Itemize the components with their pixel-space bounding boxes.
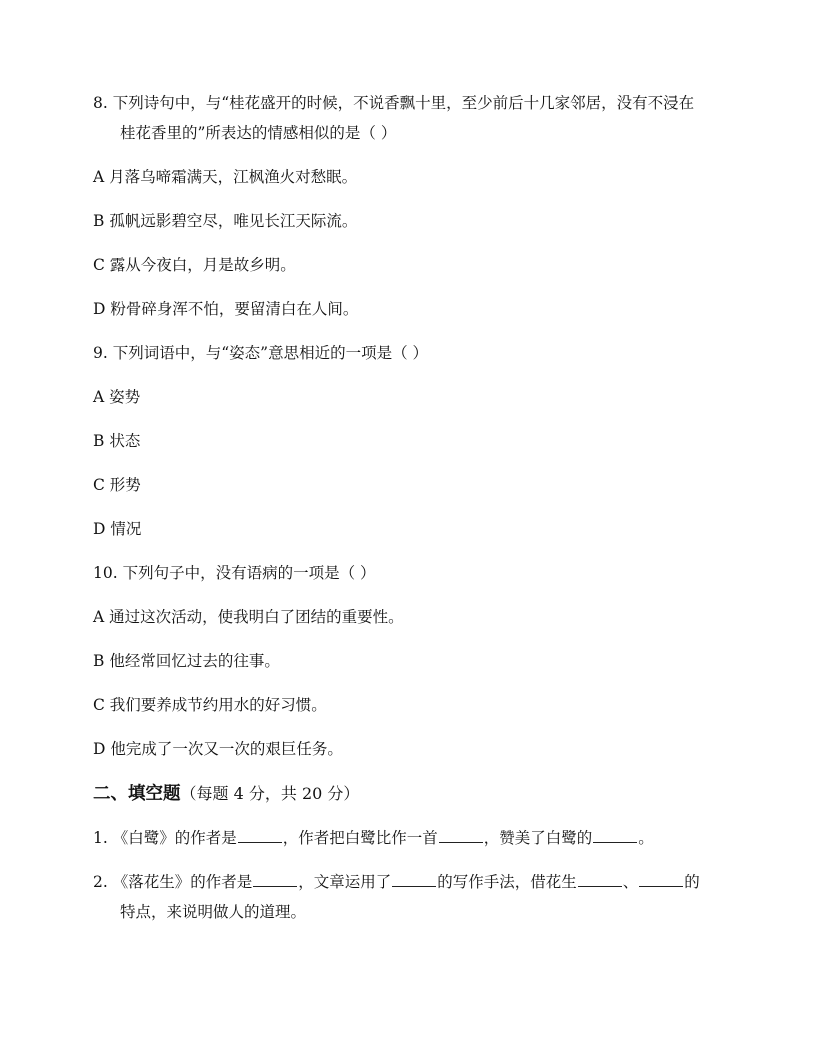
fill-question-1 — [93, 827, 720, 849]
question-9-stem: 9. 下列词语中，与“姿态”意思相近的一项是（ ） — [93, 344, 428, 362]
question-8-stem-line-2: 桂花香里的”所表达的情感相似的是（ ） — [120, 124, 397, 142]
fill-2-text-5: 的 — [684, 873, 700, 891]
section-2-note: （每题 4 分，共 20 分） — [180, 784, 360, 803]
question-10-option-d: D 他完成了一次又一次的艰巨任务。 — [93, 740, 343, 758]
fill-2-text-2: ，文章运用了 — [298, 873, 392, 891]
section-2-title: 二、填空题 — [93, 784, 181, 804]
fill-1-text-2: ，作者把白鹭比作一首 — [282, 829, 438, 847]
fill-2-text-1: 2. 《落花生》的作者是 — [93, 873, 253, 891]
question-10-option-c: C 我们要养成节约用水的好习惯。 — [93, 696, 327, 714]
fill-2-text-3: 的写作手法，借花生 — [437, 873, 577, 891]
question-10-option-b: B 他经常回忆过去的往事。 — [93, 652, 280, 670]
question-10-option-a: A 通过这次活动，使我明白了团结的重要性。 — [93, 608, 404, 626]
question-9-option-a: A 姿势 — [93, 388, 141, 406]
fill-2-line-1 — [93, 871, 720, 893]
fill-1-blank-author — [238, 828, 282, 843]
fill-1-text-3: ，赞美了白鹭的 — [483, 829, 593, 847]
question-9-option-c: C 形势 — [93, 476, 141, 494]
fill-1-text-4: 。 — [638, 829, 654, 847]
question-8-stem-line-1: 8. 下列诗句中，与“桂花盛开的时候，不说香飘十里，至少前后十几家邻居，没有不浸在 — [93, 94, 695, 112]
fill-1-blank-praise — [593, 828, 637, 843]
fill-1-blank-metaphor — [439, 828, 483, 843]
fill-1-text-1: 1. 《白鹭》的作者是 — [93, 829, 237, 847]
fill-2-blank-trait-2 — [639, 872, 683, 887]
fill-2-text-4: 、 — [622, 873, 639, 891]
question-8-option-c: C 露从今夜白，月是故乡明。 — [93, 256, 296, 274]
fill-2-blank-author — [253, 872, 297, 887]
fill-2-blank-technique — [392, 872, 436, 887]
fill-question-2 — [93, 871, 720, 923]
question-8 — [93, 92, 720, 144]
question-10-stem: 10. 下列句子中，没有语病的一项是（ ） — [93, 564, 376, 582]
section-2-heading — [93, 782, 720, 806]
question-8-option-a: A 月落乌啼霜满天，江枫渔火对愁眠。 — [93, 168, 358, 186]
fill-2-line-2: 特点，来说明做人的道理。 — [120, 903, 307, 921]
question-9-option-d: D 情况 — [93, 520, 142, 538]
question-8-option-b: B 孤帆远影碧空尽，唯见长江天际流。 — [93, 212, 358, 230]
question-8-option-d: D 粉骨碎身浑不怕，要留清白在人间。 — [93, 300, 359, 318]
fill-2-blank-trait-1 — [578, 872, 622, 887]
question-9-option-b: B 状态 — [93, 432, 141, 450]
